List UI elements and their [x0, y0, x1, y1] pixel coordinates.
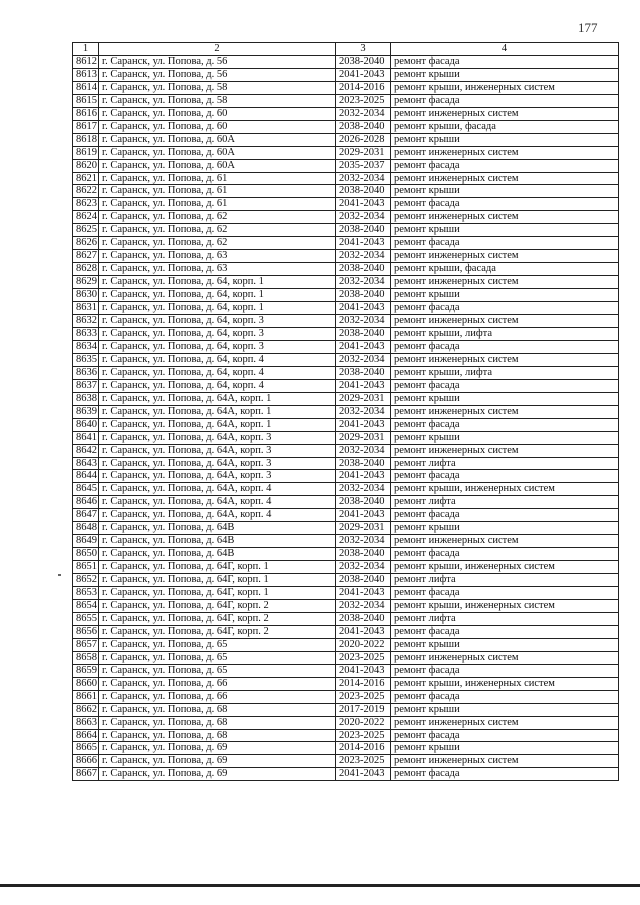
table-row [73, 327, 619, 340]
period-cell: 2041-2043 [336, 625, 391, 638]
period-cell: 2038-2040 [336, 263, 391, 276]
period-cell: 2032-2034 [336, 250, 391, 263]
period-cell: 2041-2043 [336, 418, 391, 431]
address-cell: г. Саранск, ул. Попова, д. 60А [99, 146, 336, 159]
table-row [73, 211, 619, 224]
repair-schedule-table [72, 42, 619, 781]
work-type-cell: ремонт инженерных систем [391, 444, 619, 457]
address-cell: г. Саранск, ул. Попова, д. 64А, корп. 3 [99, 457, 336, 470]
table-row [73, 664, 619, 677]
period-cell: 2038-2040 [336, 548, 391, 561]
address-cell: г. Саранск, ул. Попова, д. 63 [99, 263, 336, 276]
period-cell: 2038-2040 [336, 574, 391, 587]
table-row [73, 457, 619, 470]
table-row [73, 250, 619, 263]
work-type-cell: ремонт крыши [391, 703, 619, 716]
row-number-cell: 8666 [73, 755, 99, 768]
row-number-cell: 8659 [73, 664, 99, 677]
column-header-number: 1 [73, 43, 99, 56]
work-type-cell: ремонт крыши, лифта [391, 327, 619, 340]
row-number-cell: 8631 [73, 302, 99, 315]
work-type-cell: ремонт крыши [391, 638, 619, 651]
period-cell: 2029-2031 [336, 146, 391, 159]
address-cell: г. Саранск, ул. Попова, д. 64Г, корп. 2 [99, 599, 336, 612]
work-type-cell: ремонт крыши [391, 392, 619, 405]
table-row [73, 120, 619, 133]
work-type-cell: ремонт крыши [391, 133, 619, 146]
table-row [73, 470, 619, 483]
work-type-cell: ремонт инженерных систем [391, 535, 619, 548]
table-row [73, 625, 619, 638]
period-cell: 2029-2031 [336, 392, 391, 405]
address-cell: г. Саранск, ул. Попова, д. 69 [99, 742, 336, 755]
period-cell: 2023-2025 [336, 690, 391, 703]
address-cell: г. Саранск, ул. Попова, д. 64А, корп. 4 [99, 496, 336, 509]
column-header-address: 2 [99, 43, 336, 56]
table-row [73, 742, 619, 755]
period-cell: 2035-2037 [336, 159, 391, 172]
period-cell: 2032-2034 [336, 276, 391, 289]
work-type-cell: ремонт фасада [391, 340, 619, 353]
period-cell: 2020-2022 [336, 716, 391, 729]
row-number-cell: 8626 [73, 237, 99, 250]
table-row [73, 638, 619, 651]
address-cell: г. Саранск, ул. Попова, д. 62 [99, 237, 336, 250]
work-type-cell: ремонт инженерных систем [391, 353, 619, 366]
row-number-cell: 8658 [73, 651, 99, 664]
row-number-cell: 8635 [73, 353, 99, 366]
period-cell: 2032-2034 [336, 405, 391, 418]
row-number-cell: 8651 [73, 561, 99, 574]
table-row [73, 366, 619, 379]
work-type-cell: ремонт крыши, фасада [391, 263, 619, 276]
work-type-cell: ремонт фасада [391, 302, 619, 315]
table-row [73, 729, 619, 742]
work-type-cell: ремонт инженерных систем [391, 755, 619, 768]
address-cell: г. Саранск, ул. Попова, д. 65 [99, 638, 336, 651]
work-type-cell: ремонт фасада [391, 509, 619, 522]
row-number-cell: 8625 [73, 224, 99, 237]
row-number-cell: 8616 [73, 107, 99, 120]
work-type-cell: ремонт фасада [391, 587, 619, 600]
row-number-cell: 8647 [73, 509, 99, 522]
address-cell: г. Саранск, ул. Попова, д. 64А, корп. 4 [99, 509, 336, 522]
address-cell: г. Саранск, ул. Попова, д. 64, корп. 1 [99, 302, 336, 315]
table-header-row [73, 43, 619, 56]
address-cell: г. Саранск, ул. Попова, д. 65 [99, 651, 336, 664]
work-type-cell: ремонт инженерных систем [391, 315, 619, 328]
work-type-cell: ремонт фасада [391, 548, 619, 561]
period-cell: 2026-2028 [336, 133, 391, 146]
table-row [73, 107, 619, 120]
address-cell: г. Саранск, ул. Попова, д. 61 [99, 198, 336, 211]
address-cell: г. Саранск, ул. Попова, д. 64Г, корп. 1 [99, 574, 336, 587]
row-number-cell: 8630 [73, 289, 99, 302]
work-type-cell: ремонт фасада [391, 470, 619, 483]
table-row [73, 94, 619, 107]
period-cell: 2032-2034 [336, 444, 391, 457]
work-type-cell: ремонт лифта [391, 612, 619, 625]
work-type-cell: ремонт инженерных систем [391, 107, 619, 120]
period-cell: 2041-2043 [336, 379, 391, 392]
row-number-cell: 8660 [73, 677, 99, 690]
row-number-cell: 8649 [73, 535, 99, 548]
work-type-cell: ремонт крыши, инженерных систем [391, 677, 619, 690]
address-cell: г. Саранск, ул. Попова, д. 64В [99, 548, 336, 561]
work-type-cell: ремонт крыши, инженерных систем [391, 599, 619, 612]
work-type-cell: ремонт крыши, инженерных систем [391, 81, 619, 94]
period-cell: 2041-2043 [336, 470, 391, 483]
column-header-period: 3 [336, 43, 391, 56]
period-cell: 2038-2040 [336, 366, 391, 379]
work-type-cell: ремонт лифта [391, 574, 619, 587]
table-row [73, 431, 619, 444]
table-row [73, 276, 619, 289]
row-number-cell: 8662 [73, 703, 99, 716]
address-cell: г. Саранск, ул. Попова, д. 64Г, корп. 2 [99, 625, 336, 638]
work-type-cell: ремонт фасада [391, 198, 619, 211]
row-number-cell: 8618 [73, 133, 99, 146]
work-type-cell: ремонт фасада [391, 55, 619, 68]
work-type-cell: ремонт инженерных систем [391, 651, 619, 664]
table-row [73, 315, 619, 328]
row-number-cell: 8638 [73, 392, 99, 405]
row-number-cell: 8617 [73, 120, 99, 133]
period-cell: 2038-2040 [336, 496, 391, 509]
row-number-cell: 8644 [73, 470, 99, 483]
row-number-cell: 8615 [73, 94, 99, 107]
work-type-cell: ремонт крыши [391, 522, 619, 535]
period-cell: 2032-2034 [336, 211, 391, 224]
work-type-cell: ремонт крыши [391, 289, 619, 302]
row-number-cell: 8656 [73, 625, 99, 638]
row-number-cell: 8634 [73, 340, 99, 353]
row-number-cell: 8657 [73, 638, 99, 651]
address-cell: г. Саранск, ул. Попова, д. 64А, корп. 1 [99, 392, 336, 405]
table-row [73, 405, 619, 418]
table-row [73, 418, 619, 431]
table-row [73, 483, 619, 496]
page-number: 177 [578, 20, 598, 35]
row-number-cell: 8640 [73, 418, 99, 431]
table-row [73, 768, 619, 781]
row-number-cell: 8614 [73, 81, 99, 94]
period-cell: 2032-2034 [336, 535, 391, 548]
row-number-cell: 8619 [73, 146, 99, 159]
table-row [73, 289, 619, 302]
address-cell: г. Саранск, ул. Попова, д. 64А, корп. 3 [99, 470, 336, 483]
period-cell: 2038-2040 [336, 185, 391, 198]
address-cell: г. Саранск, ул. Попова, д. 58 [99, 81, 336, 94]
address-cell: г. Саранск, ул. Попова, д. 64Г, корп. 1 [99, 587, 336, 600]
row-number-cell: 8661 [73, 690, 99, 703]
table-row [73, 574, 619, 587]
period-cell: 2023-2025 [336, 651, 391, 664]
work-type-cell: ремонт фасада [391, 690, 619, 703]
table-row [73, 612, 619, 625]
address-cell: г. Саранск, ул. Попова, д. 64, корп. 3 [99, 340, 336, 353]
work-type-cell: ремонт фасада [391, 625, 619, 638]
period-cell: 2029-2031 [336, 431, 391, 444]
period-cell: 2041-2043 [336, 198, 391, 211]
row-number-cell: 8623 [73, 198, 99, 211]
table-row [73, 444, 619, 457]
work-type-cell: ремонт инженерных систем [391, 146, 619, 159]
table-row [73, 392, 619, 405]
work-type-cell: ремонт инженерных систем [391, 172, 619, 185]
row-number-cell: 8612 [73, 55, 99, 68]
address-cell: г. Саранск, ул. Попова, д. 64В [99, 535, 336, 548]
work-type-cell: ремонт крыши [391, 742, 619, 755]
table-row [73, 237, 619, 250]
address-cell: г. Саранск, ул. Попова, д. 61 [99, 172, 336, 185]
work-type-cell: ремонт крыши [391, 68, 619, 81]
address-cell: г. Саранск, ул. Попова, д. 64, корп. 3 [99, 327, 336, 340]
address-cell: г. Саранск, ул. Попова, д. 61 [99, 185, 336, 198]
work-type-cell: ремонт крыши [391, 185, 619, 198]
table-row [73, 755, 619, 768]
table-row [73, 185, 619, 198]
address-cell: г. Саранск, ул. Попова, д. 66 [99, 690, 336, 703]
table-row [73, 690, 619, 703]
work-type-cell: ремонт крыши, инженерных систем [391, 483, 619, 496]
row-number-cell: 8667 [73, 768, 99, 781]
address-cell: г. Саранск, ул. Попова, д. 62 [99, 224, 336, 237]
row-number-cell: 8639 [73, 405, 99, 418]
row-number-cell: 8627 [73, 250, 99, 263]
period-cell: 2041-2043 [336, 587, 391, 600]
work-type-cell: ремонт инженерных систем [391, 276, 619, 289]
work-type-cell: ремонт инженерных систем [391, 405, 619, 418]
work-type-cell: ремонт фасада [391, 768, 619, 781]
table-row [73, 146, 619, 159]
period-cell: 2032-2034 [336, 353, 391, 366]
table-row [73, 172, 619, 185]
row-number-cell: 8655 [73, 612, 99, 625]
row-number-cell: 8624 [73, 211, 99, 224]
period-cell: 2038-2040 [336, 224, 391, 237]
address-cell: г. Саранск, ул. Попова, д. 64А, корп. 3 [99, 444, 336, 457]
address-cell: г. Саранск, ул. Попова, д. 60 [99, 107, 336, 120]
table-row [73, 716, 619, 729]
period-cell: 2038-2040 [336, 612, 391, 625]
table-row [73, 224, 619, 237]
row-number-cell: 8636 [73, 366, 99, 379]
period-cell: 2023-2025 [336, 94, 391, 107]
table-row [73, 522, 619, 535]
address-cell: г. Саранск, ул. Попова, д. 64, корп. 3 [99, 315, 336, 328]
bottom-scan-edge [0, 884, 640, 887]
address-cell: г. Саранск, ул. Попова, д. 64Г, корп. 2 [99, 612, 336, 625]
address-cell: г. Саранск, ул. Попова, д. 64А, корп. 1 [99, 405, 336, 418]
work-type-cell: ремонт крыши, инженерных систем [391, 561, 619, 574]
table-row [73, 587, 619, 600]
row-number-cell: 8664 [73, 729, 99, 742]
period-cell: 2014-2016 [336, 81, 391, 94]
address-cell: г. Саранск, ул. Попова, д. 64Г, корп. 1 [99, 561, 336, 574]
row-number-cell: 8652 [73, 574, 99, 587]
table-row [73, 561, 619, 574]
period-cell: 2038-2040 [336, 120, 391, 133]
address-cell: г. Саранск, ул. Попова, д. 64А, корп. 4 [99, 483, 336, 496]
period-cell: 2023-2025 [336, 755, 391, 768]
work-type-cell: ремонт инженерных систем [391, 211, 619, 224]
address-cell: г. Саранск, ул. Попова, д. 64А, корп. 3 [99, 431, 336, 444]
work-type-cell: ремонт крыши, лифта [391, 366, 619, 379]
table-row [73, 651, 619, 664]
address-cell: г. Саранск, ул. Попова, д. 62 [99, 211, 336, 224]
work-type-cell: ремонт фасада [391, 237, 619, 250]
address-cell: г. Саранск, ул. Попова, д. 64, корп. 1 [99, 289, 336, 302]
period-cell: 2041-2043 [336, 509, 391, 522]
period-cell: 2032-2034 [336, 561, 391, 574]
row-number-cell: 8645 [73, 483, 99, 496]
period-cell: 2032-2034 [336, 483, 391, 496]
row-number-cell: 8648 [73, 522, 99, 535]
period-cell: 2020-2022 [336, 638, 391, 651]
work-type-cell: ремонт крыши [391, 431, 619, 444]
column-header-work-type: 4 [391, 43, 619, 56]
table-row [73, 68, 619, 81]
period-cell: 2038-2040 [336, 327, 391, 340]
address-cell: г. Саранск, ул. Попова, д. 56 [99, 55, 336, 68]
address-cell: г. Саранск, ул. Попова, д. 64, корп. 1 [99, 276, 336, 289]
table-body [73, 55, 619, 780]
row-number-cell: 8665 [73, 742, 99, 755]
row-number-cell: 8633 [73, 327, 99, 340]
work-type-cell: ремонт фасада [391, 94, 619, 107]
work-type-cell: ремонт фасада [391, 379, 619, 392]
period-cell: 2038-2040 [336, 457, 391, 470]
work-type-cell: ремонт лифта [391, 496, 619, 509]
address-cell: г. Саранск, ул. Попова, д. 60А [99, 159, 336, 172]
address-cell: г. Саранск, ул. Попова, д. 58 [99, 94, 336, 107]
address-cell: г. Саранск, ул. Попова, д. 64, корп. 4 [99, 366, 336, 379]
period-cell: 2041-2043 [336, 302, 391, 315]
work-type-cell: ремонт фасада [391, 418, 619, 431]
row-number-cell: 8650 [73, 548, 99, 561]
address-cell: г. Саранск, ул. Попова, д. 68 [99, 716, 336, 729]
period-cell: 2041-2043 [336, 68, 391, 81]
period-cell: 2014-2016 [336, 742, 391, 755]
period-cell: 2041-2043 [336, 237, 391, 250]
period-cell: 2023-2025 [336, 729, 391, 742]
row-number-cell: 8653 [73, 587, 99, 600]
work-type-cell: ремонт лифта [391, 457, 619, 470]
work-type-cell: ремонт фасада [391, 729, 619, 742]
address-cell: г. Саранск, ул. Попова, д. 66 [99, 677, 336, 690]
table-row [73, 599, 619, 612]
row-number-cell: 8663 [73, 716, 99, 729]
row-number-cell: 8641 [73, 431, 99, 444]
period-cell: 2032-2034 [336, 172, 391, 185]
table-row [73, 55, 619, 68]
period-cell: 2041-2043 [336, 664, 391, 677]
table-row [73, 535, 619, 548]
row-number-cell: 8622 [73, 185, 99, 198]
table-row [73, 509, 619, 522]
row-number-cell: 8646 [73, 496, 99, 509]
table-row [73, 198, 619, 211]
address-cell: г. Саранск, ул. Попова, д. 63 [99, 250, 336, 263]
table-row [73, 548, 619, 561]
row-number-cell: 8643 [73, 457, 99, 470]
address-cell: г. Саранск, ул. Попова, д. 69 [99, 768, 336, 781]
work-type-cell: ремонт инженерных систем [391, 716, 619, 729]
row-number-cell: 8632 [73, 315, 99, 328]
row-number-cell: 8621 [73, 172, 99, 185]
row-number-cell: 8628 [73, 263, 99, 276]
table-row [73, 340, 619, 353]
work-type-cell: ремонт фасада [391, 664, 619, 677]
row-number-cell: 8654 [73, 599, 99, 612]
work-type-cell: ремонт крыши, фасада [391, 120, 619, 133]
address-cell: г. Саранск, ул. Попова, д. 68 [99, 703, 336, 716]
period-cell: 2041-2043 [336, 768, 391, 781]
table-row [73, 353, 619, 366]
address-cell: г. Саранск, ул. Попова, д. 69 [99, 755, 336, 768]
address-cell: г. Саранск, ул. Попова, д. 64А, корп. 1 [99, 418, 336, 431]
period-cell: 2032-2034 [336, 599, 391, 612]
row-number-cell: 8642 [73, 444, 99, 457]
row-number-cell: 8629 [73, 276, 99, 289]
address-cell: г. Саранск, ул. Попова, д. 60 [99, 120, 336, 133]
period-cell: 2017-2019 [336, 703, 391, 716]
table-row [73, 496, 619, 509]
table-row [73, 703, 619, 716]
address-cell: г. Саранск, ул. Попова, д. 64, корп. 4 [99, 379, 336, 392]
row-number-cell: 8613 [73, 68, 99, 81]
scan-mark [58, 574, 61, 576]
row-number-cell: 8620 [73, 159, 99, 172]
work-type-cell: ремонт крыши [391, 224, 619, 237]
table-row [73, 379, 619, 392]
period-cell: 2029-2031 [336, 522, 391, 535]
table-row [73, 677, 619, 690]
table-row [73, 263, 619, 276]
period-cell: 2038-2040 [336, 55, 391, 68]
period-cell: 2041-2043 [336, 340, 391, 353]
table-row [73, 133, 619, 146]
address-cell: г. Саранск, ул. Попова, д. 64, корп. 4 [99, 353, 336, 366]
row-number-cell: 8637 [73, 379, 99, 392]
period-cell: 2014-2016 [336, 677, 391, 690]
address-cell: г. Саранск, ул. Попова, д. 60А [99, 133, 336, 146]
period-cell: 2038-2040 [336, 289, 391, 302]
table-row [73, 302, 619, 315]
address-cell: г. Саранск, ул. Попова, д. 56 [99, 68, 336, 81]
work-type-cell: ремонт фасада [391, 159, 619, 172]
period-cell: 2032-2034 [336, 315, 391, 328]
period-cell: 2032-2034 [336, 107, 391, 120]
address-cell: г. Саранск, ул. Попова, д. 64В [99, 522, 336, 535]
address-cell: г. Саранск, ул. Попова, д. 68 [99, 729, 336, 742]
work-type-cell: ремонт инженерных систем [391, 250, 619, 263]
address-cell: г. Саранск, ул. Попова, д. 65 [99, 664, 336, 677]
table-row [73, 81, 619, 94]
table-row [73, 159, 619, 172]
